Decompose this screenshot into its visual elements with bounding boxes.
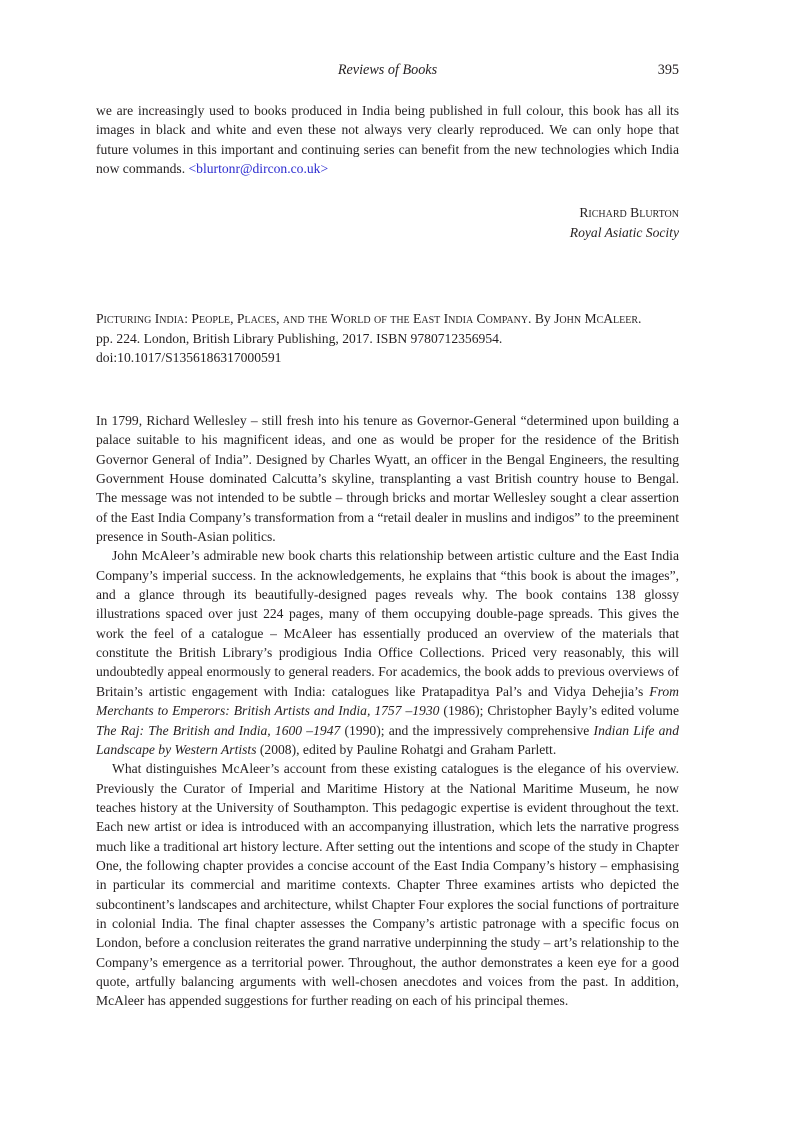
book-author: John McAleer. (554, 311, 642, 326)
review-paragraph-2 (96, 546, 679, 759)
cited-title: Indian Life and Landscape by Western Artists (96, 722, 679, 757)
review-paragraph-1: In 1799, Richard Wellesley – still fresh into his tenure as Governor-General “determined upon building a palace suitable to his magnificent ideas, and one as would be proper for the residence of the British Governor General of India”. Designed by Charles Wyatt, an officer in the Bengal Engineers, the resulting Government House dominated Calcutta’s skyline, transplanting a vast British country house to Bengal. The message was not intended to be subtle – through bricks and mortar Wellesley sought a clear assertion of the East India Company’s transformation from a “retail dealer in muslins and indigos” to the preeminent presence in South-Asian politics. (96, 413, 679, 545)
by-label: By (531, 311, 555, 326)
paragraph-text: (1990); and the impressively comprehensive (340, 722, 594, 738)
reviewer-signature (570, 203, 679, 242)
reviewer-name: Richard Blurton (579, 205, 679, 220)
review-body (96, 411, 679, 1011)
closing-text: we are increasingly used to books produced in India being published in full colour, this book has all its images in black and white and even these not always very clearly reproduced. We can only hope that future volumes in this important and continuing series can benefit from the new technologies which India now commands. (96, 103, 679, 177)
page-number: 395 (657, 62, 679, 78)
review-paragraph-3: What distinguishes McAleer’s account from these existing catalogues is the elegance of his overview. Previously the Curator of Imperial and Maritime History at the National Maritime Museum, he now teaches history at the University of Southampton. This pedagogic expertise is evident throughout the text. Each new artist or idea is introduced with an accompanying illustration, which lets the narrative progress much like a traditional art history lecture. After setting out the intentions and scope of the study in Chapter One, the following chapter provides a concise account of the East India Company’s history – emphasising in particular its commercial and maritime contexts. Chapter Three examines artists who depicted the subcontinent’s landscapes and architecture, whilst Chapter Four explores the social functions of portraiture in colonial India. The final chapter assesses the Company’s artistic patronage with a specific focus on London, before a conclusion reiterates the grand narrative underpinning the study – art’s relationship to the Company’s emergence as a territorial power. Throughout, the author demonstrates a keen eye for a good quote, artfully balancing arguments with well-chosen anecdotes and voices from the past. In addition, McAleer has appended suggestions for further reading on each of his principal themes. (96, 761, 679, 1009)
book-doi: doi:10.1017/S1356186317000591 (96, 350, 282, 365)
cited-title: The Raj: The British and India, 1600 –1947 (96, 722, 341, 738)
running-head (96, 62, 679, 82)
running-title: Reviews of Books (337, 62, 438, 78)
citation-title-line (96, 309, 679, 329)
cited-title: From Merchants to Emperors: British Artists and India, 1757 –1930 (96, 683, 679, 719)
book-citation (96, 309, 679, 368)
paragraph-text: (1986); Christopher Bayly’s edited volume (439, 703, 679, 719)
paragraph-text: John McAleer’s admirable new book charts this relationship between artistic culture and the East India Company’s imperial success. In the acknowledgements, he explains that “this book is about the images”, and a glance through its beautifully-designed pages reveals why. The book contains 138 glossy illustrations spaced over just 224 pages, many of them occupying double-page spreads. This gives the work the feel of a catalogue – McAleer has essentially produced an overview of the materials that constitute the British Library’s prodigious India Office Collections. Priced very reasonably, this will undoubtedly appeal enormously to general readers. For academics, the book adds to previous overviews of Britain’s artistic engagement with India: catalogues like Pratapaditya Pal’s and Vidya Dehejia’s (96, 548, 679, 699)
reviewer-affiliation: Royal Asiatic Socity (569, 224, 679, 240)
book-details: pp. 224. London, British Library Publishing, 2017. ISBN 9780712356954. (96, 330, 503, 346)
previous-review-closing (96, 101, 679, 178)
book-title: Picturing India: People, Places, and the World of the East India Company. (96, 311, 532, 326)
paragraph-text: (2008), edited by Pauline Rohatgi and Graham Parlett. (256, 741, 557, 757)
email-link[interactable]: <blurtonr@dircon.co.uk> (188, 161, 329, 177)
